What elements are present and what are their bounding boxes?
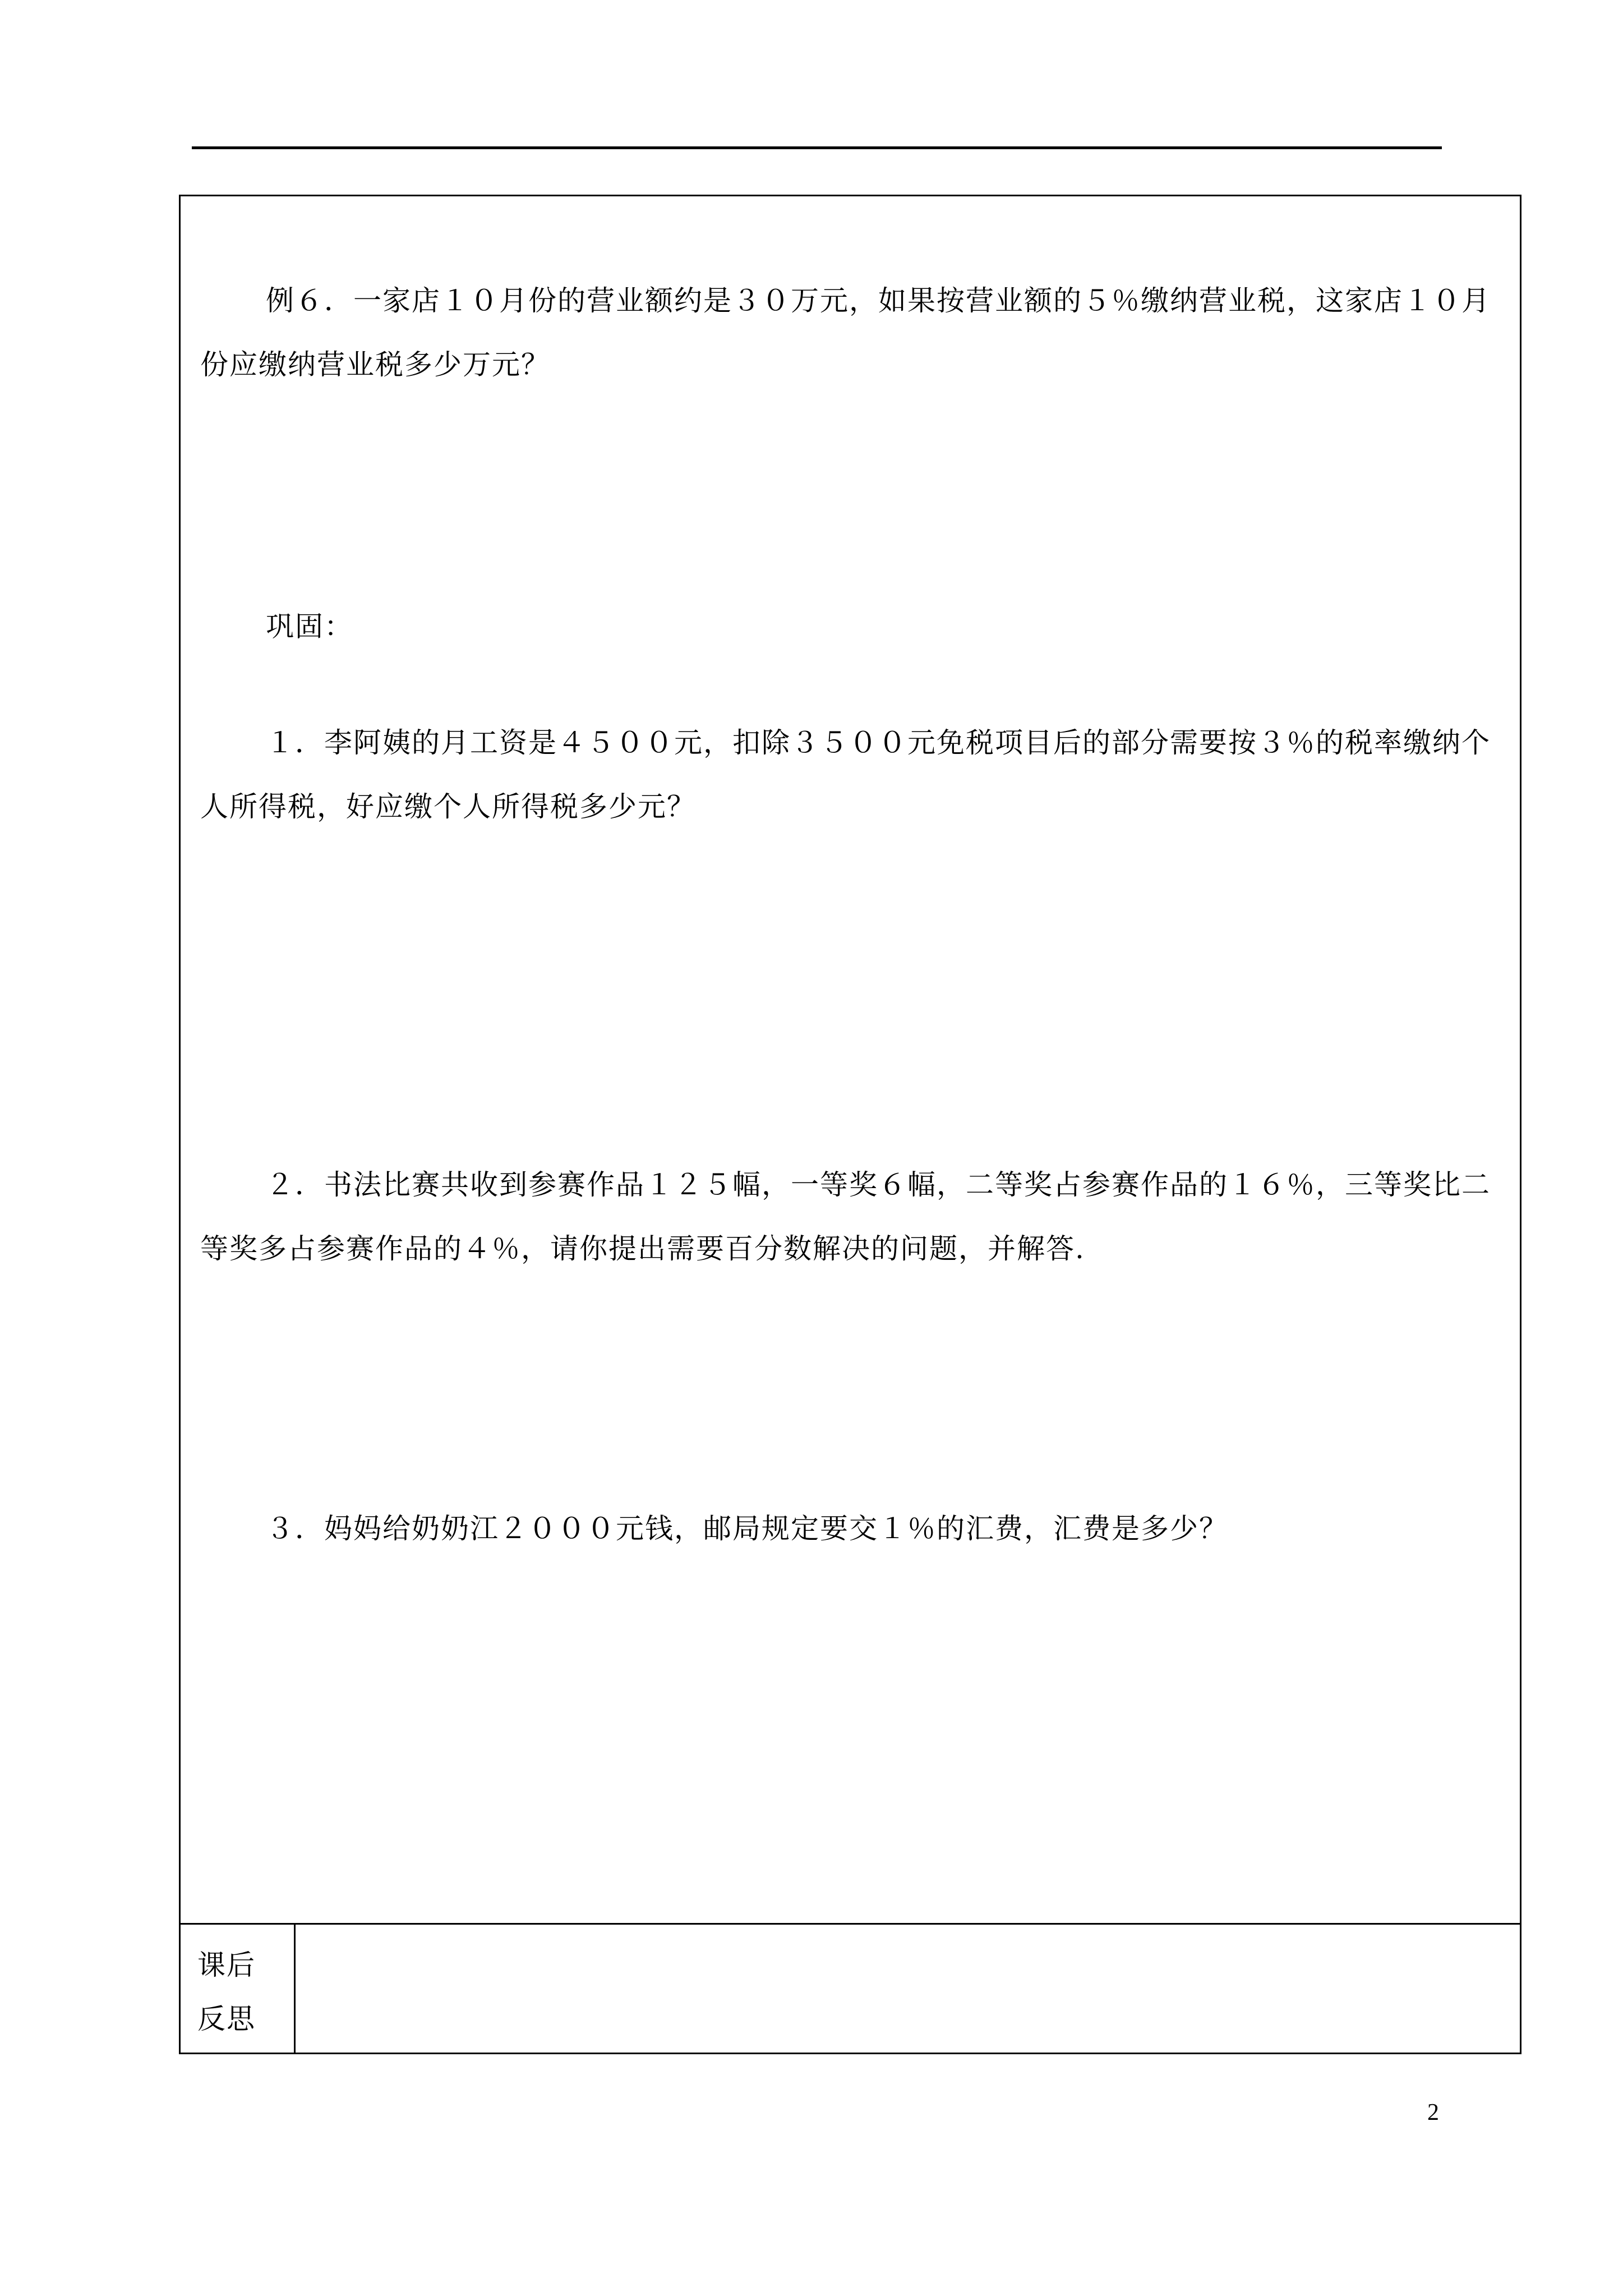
- reflection-label-line-1: 课后: [197, 1949, 256, 1981]
- reflection-answer-cell: [296, 1925, 1520, 2053]
- lesson-table: [179, 195, 1521, 2054]
- question-3-text: ３．妈妈给奶奶江２０００元钱，邮局规定要交１％的汇费，汇费是多少？: [266, 1512, 1228, 1545]
- reflection-label-cell: [181, 1925, 296, 2053]
- consolidate-heading: 巩固：: [266, 610, 353, 643]
- example-6-text: 例６．一家店１０月份的营业额约是３０万元，如果按营业额的５％缴纳营业税，这家店１０月份应缴纳营业税多少万元？: [200, 284, 1491, 381]
- question-1-text: １．李阿姨的月工资是４５００元，扣除３５００元免税项目后的部分需要按３％的税率缴纳个人所得税，好应缴个人所得税多少元？: [200, 726, 1491, 823]
- question-2-text: ２．书法比赛共收到参赛作品１２５幅，一等奖６幅，二等奖占参赛作品的１６％，三等奖比二等奖多占参赛作品的４％，请你提出需要百分数解决的问题，并解答.: [200, 1168, 1491, 1265]
- header-rule: [192, 146, 1442, 149]
- exercise-cell: [181, 196, 1520, 1925]
- page-number: 2: [1427, 2100, 1439, 2125]
- reflection-label-line-2: 反思: [197, 2003, 256, 2035]
